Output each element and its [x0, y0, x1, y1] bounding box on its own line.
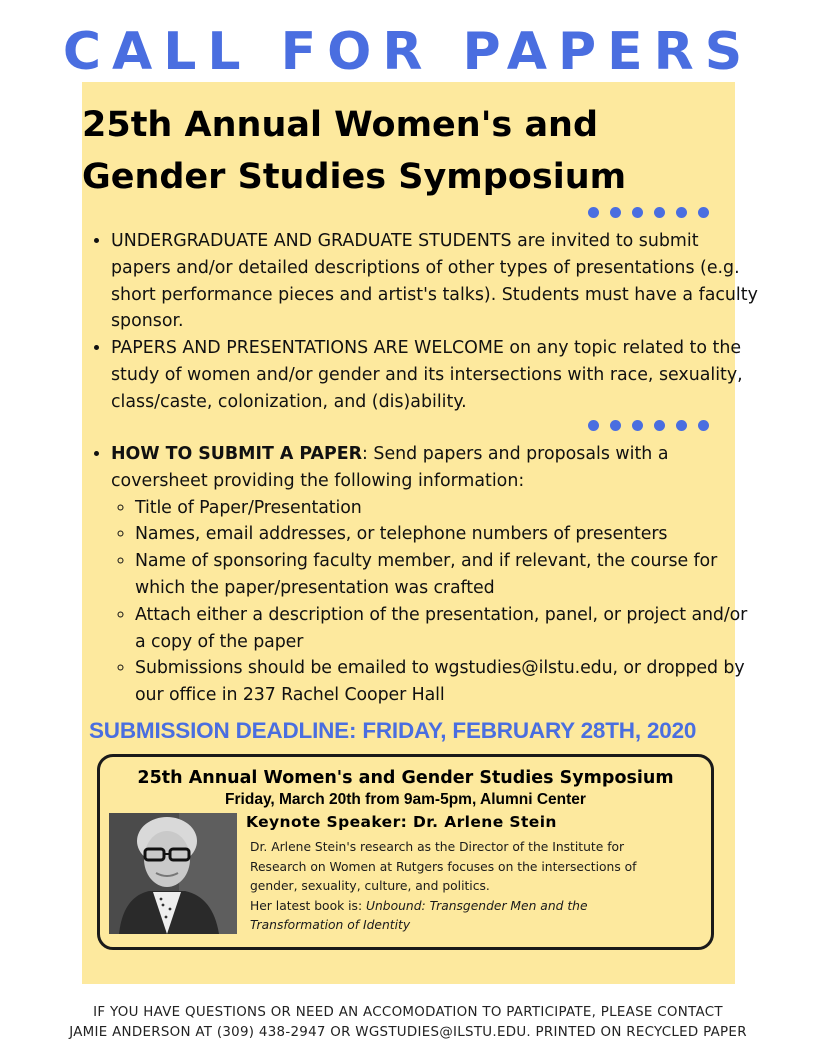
- requirement-item: ◦ Submissions should be emailed to wgstudies@ilstu.edu, or dropped by our office in 237 Rachel Cooper Hall: [135, 655, 759, 709]
- dot-icon: [698, 420, 709, 431]
- submission-list: [88, 441, 759, 709]
- how-to-submit-label: HOW TO SUBMIT A PAPER: [111, 444, 363, 464]
- dot-icon: [654, 207, 665, 218]
- bullet-topics: • PAPERS AND PRESENTATIONS ARE WELCOME on any topic related to the study of women and/or gender and its intersections with race, sexuality, class/caste, colonization, and (dis)ability.: [111, 335, 759, 415]
- title-line-2: Gender Studies Symposium: [82, 157, 627, 197]
- speaker-bio: Dr. Arlene Stein's research as the Director of the Institute for Research on Women at Rutgers focuses on the intersections of gender, sexuality, culture, and politics.: [250, 840, 637, 893]
- dot-divider-2: [588, 420, 709, 431]
- submission-deadline: SUBMISSION DEADLINE: FRIDAY, FEBRUARY 28TH, 2020: [89, 718, 697, 743]
- footer-line-1: IF YOU HAVE QUESTIONS OR NEED AN ACCOMODATION TO PARTICIPATE, PLEASE CONTACT: [93, 1005, 723, 1020]
- book-prefix: Her latest book is:: [250, 899, 367, 913]
- dot-divider-1: [588, 207, 709, 218]
- how-to-submit-text: : Send papers and proposals with a coversheet providing the following information:: [111, 444, 669, 491]
- footer-contact: [0, 1003, 816, 1043]
- event-title: 25th Annual Women's and Gender Studies Symposium: [137, 768, 674, 788]
- requirement-item: ◦ Title of Paper/Presentation: [135, 495, 759, 522]
- speaker-photo: [109, 813, 237, 934]
- event-date-location: Friday, March 20th from 9am-5pm, Alumni Center: [225, 791, 586, 808]
- symposium-title: [82, 99, 722, 203]
- footer-line-2: JAMIE ANDERSON AT (309) 438-2947 OR WGSTUDIES@ILSTU.EDU. PRINTED ON RECYCLED PAPER: [69, 1025, 747, 1040]
- dot-icon: [698, 207, 709, 218]
- keynote-speaker: Keynote Speaker: Dr. Arlene Stein: [246, 813, 557, 831]
- dot-icon: [610, 207, 621, 218]
- requirement-item: ◦ Names, email addresses, or telephone numbers of presenters: [135, 521, 759, 548]
- bullet-how-to-submit: [111, 441, 759, 709]
- dot-icon: [632, 207, 643, 218]
- submission-requirements: [111, 495, 759, 709]
- speaker-portrait-image: [109, 813, 237, 934]
- dot-icon: [588, 207, 599, 218]
- dot-icon: [676, 420, 687, 431]
- speaker-book: [250, 897, 670, 935]
- headline: CALL FOR PAPERS: [62, 22, 754, 82]
- eligibility-list: [88, 228, 759, 416]
- bullet-students: • UNDERGRADUATE AND GRADUATE STUDENTS are invited to submit papers and/or detailed descriptions of other types of presentations (e.g. short performance pieces and artist's talks). Students must have a faculty sponsor.: [111, 228, 759, 335]
- dot-icon: [632, 420, 643, 431]
- dot-icon: [588, 420, 599, 431]
- requirement-item: ◦ Attach either a description of the presentation, panel, or project and/or a copy of the paper: [135, 602, 759, 656]
- dot-icon: [676, 207, 687, 218]
- requirement-item: ◦ Name of sponsoring faculty member, and if relevant, the course for which the paper/presentation was crafted: [135, 548, 759, 602]
- event-info-box: [97, 754, 714, 950]
- dot-icon: [610, 420, 621, 431]
- book-title: Unbound: Transgender Men and the Transformation of Identity: [250, 899, 588, 932]
- title-line-1: 25th Annual Women's and: [82, 105, 599, 145]
- dot-icon: [654, 420, 665, 431]
